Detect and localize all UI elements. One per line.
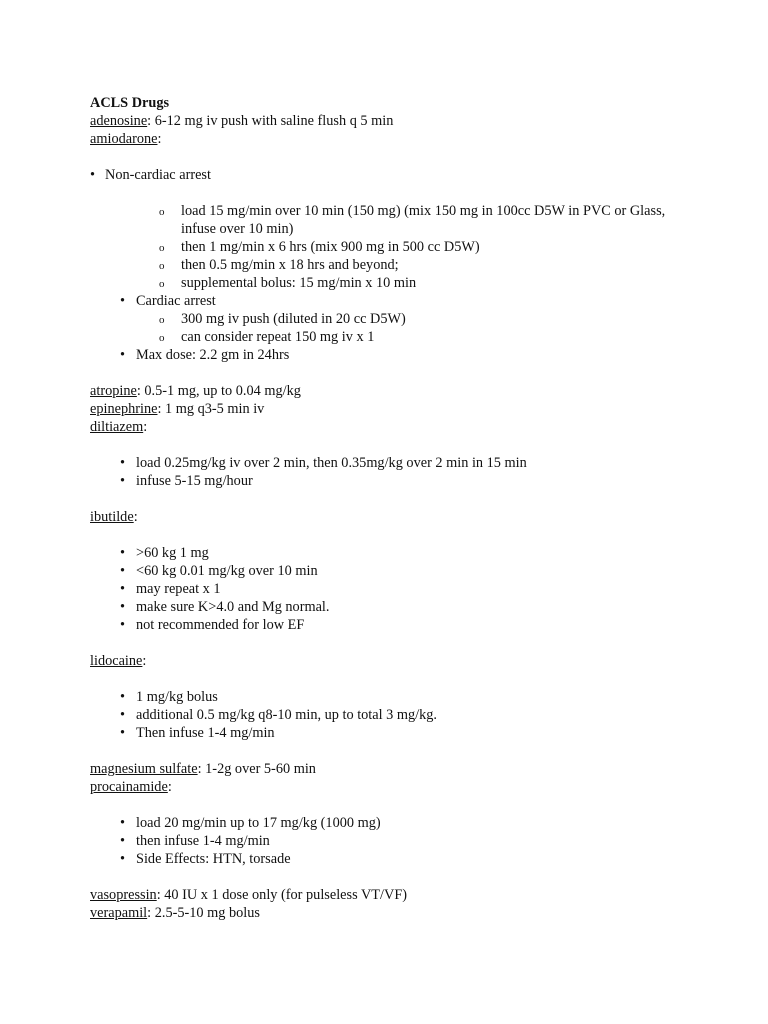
list-item: • >60 kg 1 mg: [90, 544, 690, 562]
lidocaine-list: [90, 688, 690, 742]
sub-list-item: o then 0.5 mg/min x 18 hrs and beyond;: [90, 256, 690, 274]
list-item: • load 20 mg/min up to 17 mg/kg (1000 mg): [90, 814, 690, 832]
atropine-entry: [90, 382, 690, 400]
procainamide-entry: procainamide:: [90, 779, 172, 795]
diltiazem-list: [90, 454, 690, 490]
page-title: ACLS Drugs: [90, 95, 170, 111]
list-item: • Non-cardiac arrest: [90, 166, 690, 184]
drug-dose: : 40 IU x 1 dose only (for pulseless VT/VF): [156, 887, 408, 903]
ibutilde-list: [90, 544, 690, 634]
drug-name: verapamil: [90, 905, 148, 921]
list-item: • additional 0.5 mg/kg q8-10 min, up to total 3 mg/kg.: [90, 706, 690, 724]
drug-name: adenosine: [90, 113, 148, 129]
epinephrine-entry: [90, 400, 690, 418]
list-item: • 1 mg/kg bolus: [90, 688, 690, 706]
list-item: • Side Effects: HTN, torsade: [90, 850, 690, 868]
verapamil-entry: [90, 904, 690, 922]
diltiazem-entry: diltiazem:: [90, 419, 148, 435]
amiodarone-list: [90, 166, 690, 184]
drug-name: lidocaine: [90, 653, 143, 669]
list-item: • <60 kg 0.01 mg/kg over 10 min: [90, 562, 690, 580]
drug-name: ibutilde: [90, 509, 134, 525]
drug-name: amiodarone: [90, 131, 158, 147]
drug-dose: : 0.5-1 mg, up to 0.04 mg/kg: [136, 383, 301, 399]
drug-name: diltiazem: [90, 419, 144, 435]
list-item: • load 0.25mg/kg iv over 2 min, then 0.35mg/kg over 2 min in 15 min: [90, 454, 690, 472]
sub-list-item: o can consider repeat 150 mg iv x 1: [90, 328, 690, 346]
sub-list-item: o load 15 mg/min over 10 min (150 mg) (mix 150 mg in 100cc D5W in PVC or Glass, infuse over 10 min): [90, 202, 690, 238]
drug-name: epinephrine: [90, 401, 158, 417]
drug-name: magnesium sulfate: [90, 761, 198, 777]
ibutilde-entry: ibutilde:: [90, 509, 138, 525]
magnesium-entry: [90, 760, 690, 778]
list-item: • Then infuse 1-4 mg/min: [90, 724, 690, 742]
procainamide-list: [90, 814, 690, 868]
vasopressin-entry: [90, 886, 690, 904]
lidocaine-entry: lidocaine:: [90, 653, 147, 669]
drug-name: procainamide: [90, 779, 168, 795]
drug-dose: : 1-2g over 5-60 min: [197, 761, 316, 777]
list-item: • Max dose: 2.2 gm in 24hrs: [90, 346, 690, 364]
list-item: • Cardiac arrest: [90, 292, 690, 310]
drug-dose: : 6-12 mg iv push with saline flush q 5 min: [147, 113, 394, 129]
sub-list-item: o supplemental bolus: 15 mg/min x 10 min: [90, 274, 690, 292]
drug-name: atropine: [90, 383, 137, 399]
drug-name: vasopressin: [90, 887, 157, 903]
adenosine-entry: [90, 112, 690, 130]
amiodarone-noncardiac-sublist: [90, 202, 690, 364]
list-item: • make sure K>4.0 and Mg normal.: [90, 598, 690, 616]
amiodarone-entry: amiodarone:: [90, 131, 162, 147]
sub-list-item: o 300 mg iv push (diluted in 20 cc D5W): [90, 310, 690, 328]
drug-dose: : 1 mg q3-5 min iv: [157, 401, 265, 417]
drug-dose: : 2.5-5-10 mg bolus: [147, 905, 260, 921]
list-item: • not recommended for low EF: [90, 616, 690, 634]
list-item: • infuse 5-15 mg/hour: [90, 472, 690, 490]
list-item: • may repeat x 1: [90, 580, 690, 598]
sub-list-item: o then 1 mg/min x 6 hrs (mix 900 mg in 500 cc D5W): [90, 238, 690, 256]
document-page: [90, 94, 690, 922]
list-item: • then infuse 1-4 mg/min: [90, 832, 690, 850]
